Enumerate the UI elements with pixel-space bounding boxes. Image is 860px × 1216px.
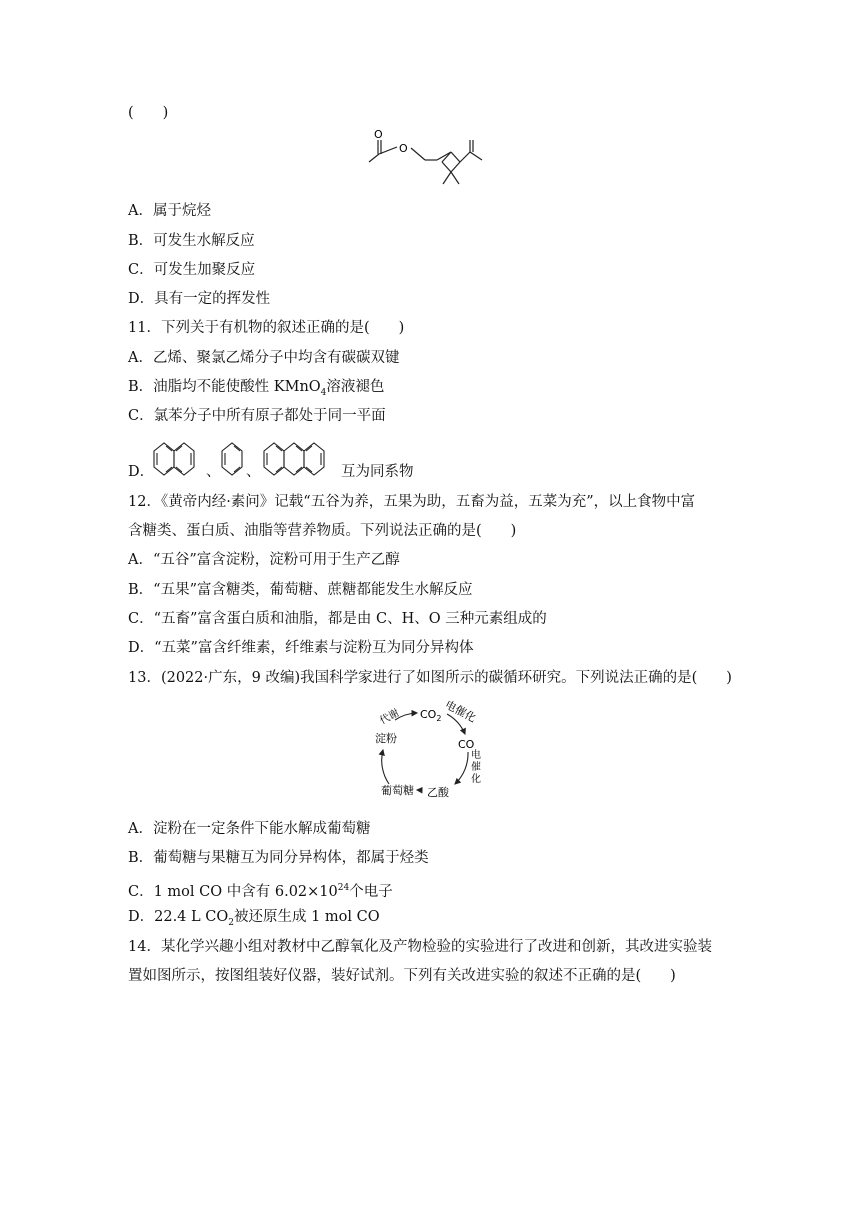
q12-stem-line1: 12．《黄帝内经·素问》记载“五谷为养，五果为助，五畜为益，五菜为充”，以上食物中富	[128, 494, 696, 510]
ester-molecule-structure	[365, 126, 495, 190]
q13-option-a: A．淀粉在一定条件下能水解成葡萄糖	[128, 821, 371, 837]
q10-answer-blank: ( )	[128, 105, 169, 121]
q10-option-a: A．属于烷烃	[128, 203, 211, 219]
q11-option-d-separator-1: 、	[206, 464, 221, 480]
q11-option-c: C．氯苯分子中所有原子都处于同一平面	[128, 408, 386, 424]
q11-option-d-suffix: 互为同系物	[341, 464, 414, 480]
anthracene-structure	[260, 437, 342, 481]
carbonyl-oxygen-label: O	[374, 128, 383, 141]
q13-option-b: B．葡萄糖与果糖互为同分异构体，都属于烃类	[128, 850, 429, 866]
cycle-electrocatalysis-char-2: 催	[471, 762, 481, 773]
cycle-starch-label: 淀粉	[375, 732, 397, 745]
q13-option-d: D．22.4 L $CO_2$被还原生成 1 mol CO	[128, 909, 380, 928]
q13-option-c: C．1 mol CO 中含有 $6.02\times 10^{24}$个电子	[128, 883, 393, 900]
naphthalene-structure	[150, 437, 206, 481]
cycle-acetic-acid-label: 乙酸	[427, 786, 449, 799]
q12-stem-line2: 含糖类、蛋白质、油脂等营养物质。下列说法正确的是( )	[128, 523, 517, 539]
q12-option-d: D．“五菜”富含纤维素，纤维素与淀粉互为同分异构体	[128, 640, 474, 656]
cycle-arrow-co-to-acetic	[455, 752, 468, 784]
q12-option-c: C．“五畜”富含蛋白质和油脂，都是由 C、H、O 三种元素组成的	[128, 611, 547, 627]
carbon-cycle-diagram	[365, 698, 495, 806]
q11-option-d-separator-2: 、	[246, 464, 261, 480]
q12-option-b: B．“五果”富含糖类，葡萄糖、蔗糖都能发生水解反应	[128, 582, 473, 598]
q13-stem: 13．(2022·广东，9 改编)我国科学家进行了如图所示的碳循环研究。下列说法正确的是( )	[128, 670, 732, 686]
q11-option-a: A．乙烯、聚氯乙烯分子中均含有碳碳双键	[128, 350, 400, 366]
q14-stem-line1: 14．某化学兴趣小组对教材中乙醇氧化及产物检验的实验进行了改进和创新，其改进实验装	[128, 939, 712, 955]
q10-option-b: B．可发生水解反应	[128, 233, 255, 249]
q11-option-b: B．油脂均不能使酸性 KMnO$_4$溶液褪色	[128, 379, 385, 398]
cycle-electrocatalysis-char-3: 化	[471, 774, 481, 785]
q11-option-d-prefix: D．	[128, 464, 155, 480]
ester-oxygen-label: O	[399, 142, 408, 155]
cycle-electrocatalysis-char-1: 电	[471, 750, 481, 761]
cycle-electrocatalysis-label-top: 电催化	[442, 698, 479, 725]
cycle-co2-label: $CO_2$	[420, 708, 442, 723]
cycle-glucose-label: 葡萄糖	[381, 784, 414, 797]
q14-stem-line2: 置如图所示，按图组装好仪器，装好试剂。下列有关改进实验的叙述不正确的是( )	[128, 968, 676, 984]
q10-option-d: D．具有一定的挥发性	[128, 291, 271, 307]
cycle-arrow-glucose-to-starch	[382, 750, 389, 784]
cycle-metabolism-label: 代谢	[378, 707, 402, 727]
cycle-co-label: CO	[458, 738, 475, 751]
q11-stem: 11．下列关于有机物的叙述正确的是( )	[128, 320, 405, 336]
q12-option-a: A．“五谷”富含淀粉，淀粉可用于生产乙醇	[128, 552, 400, 568]
q10-option-c: C．可发生加聚反应	[128, 262, 256, 278]
